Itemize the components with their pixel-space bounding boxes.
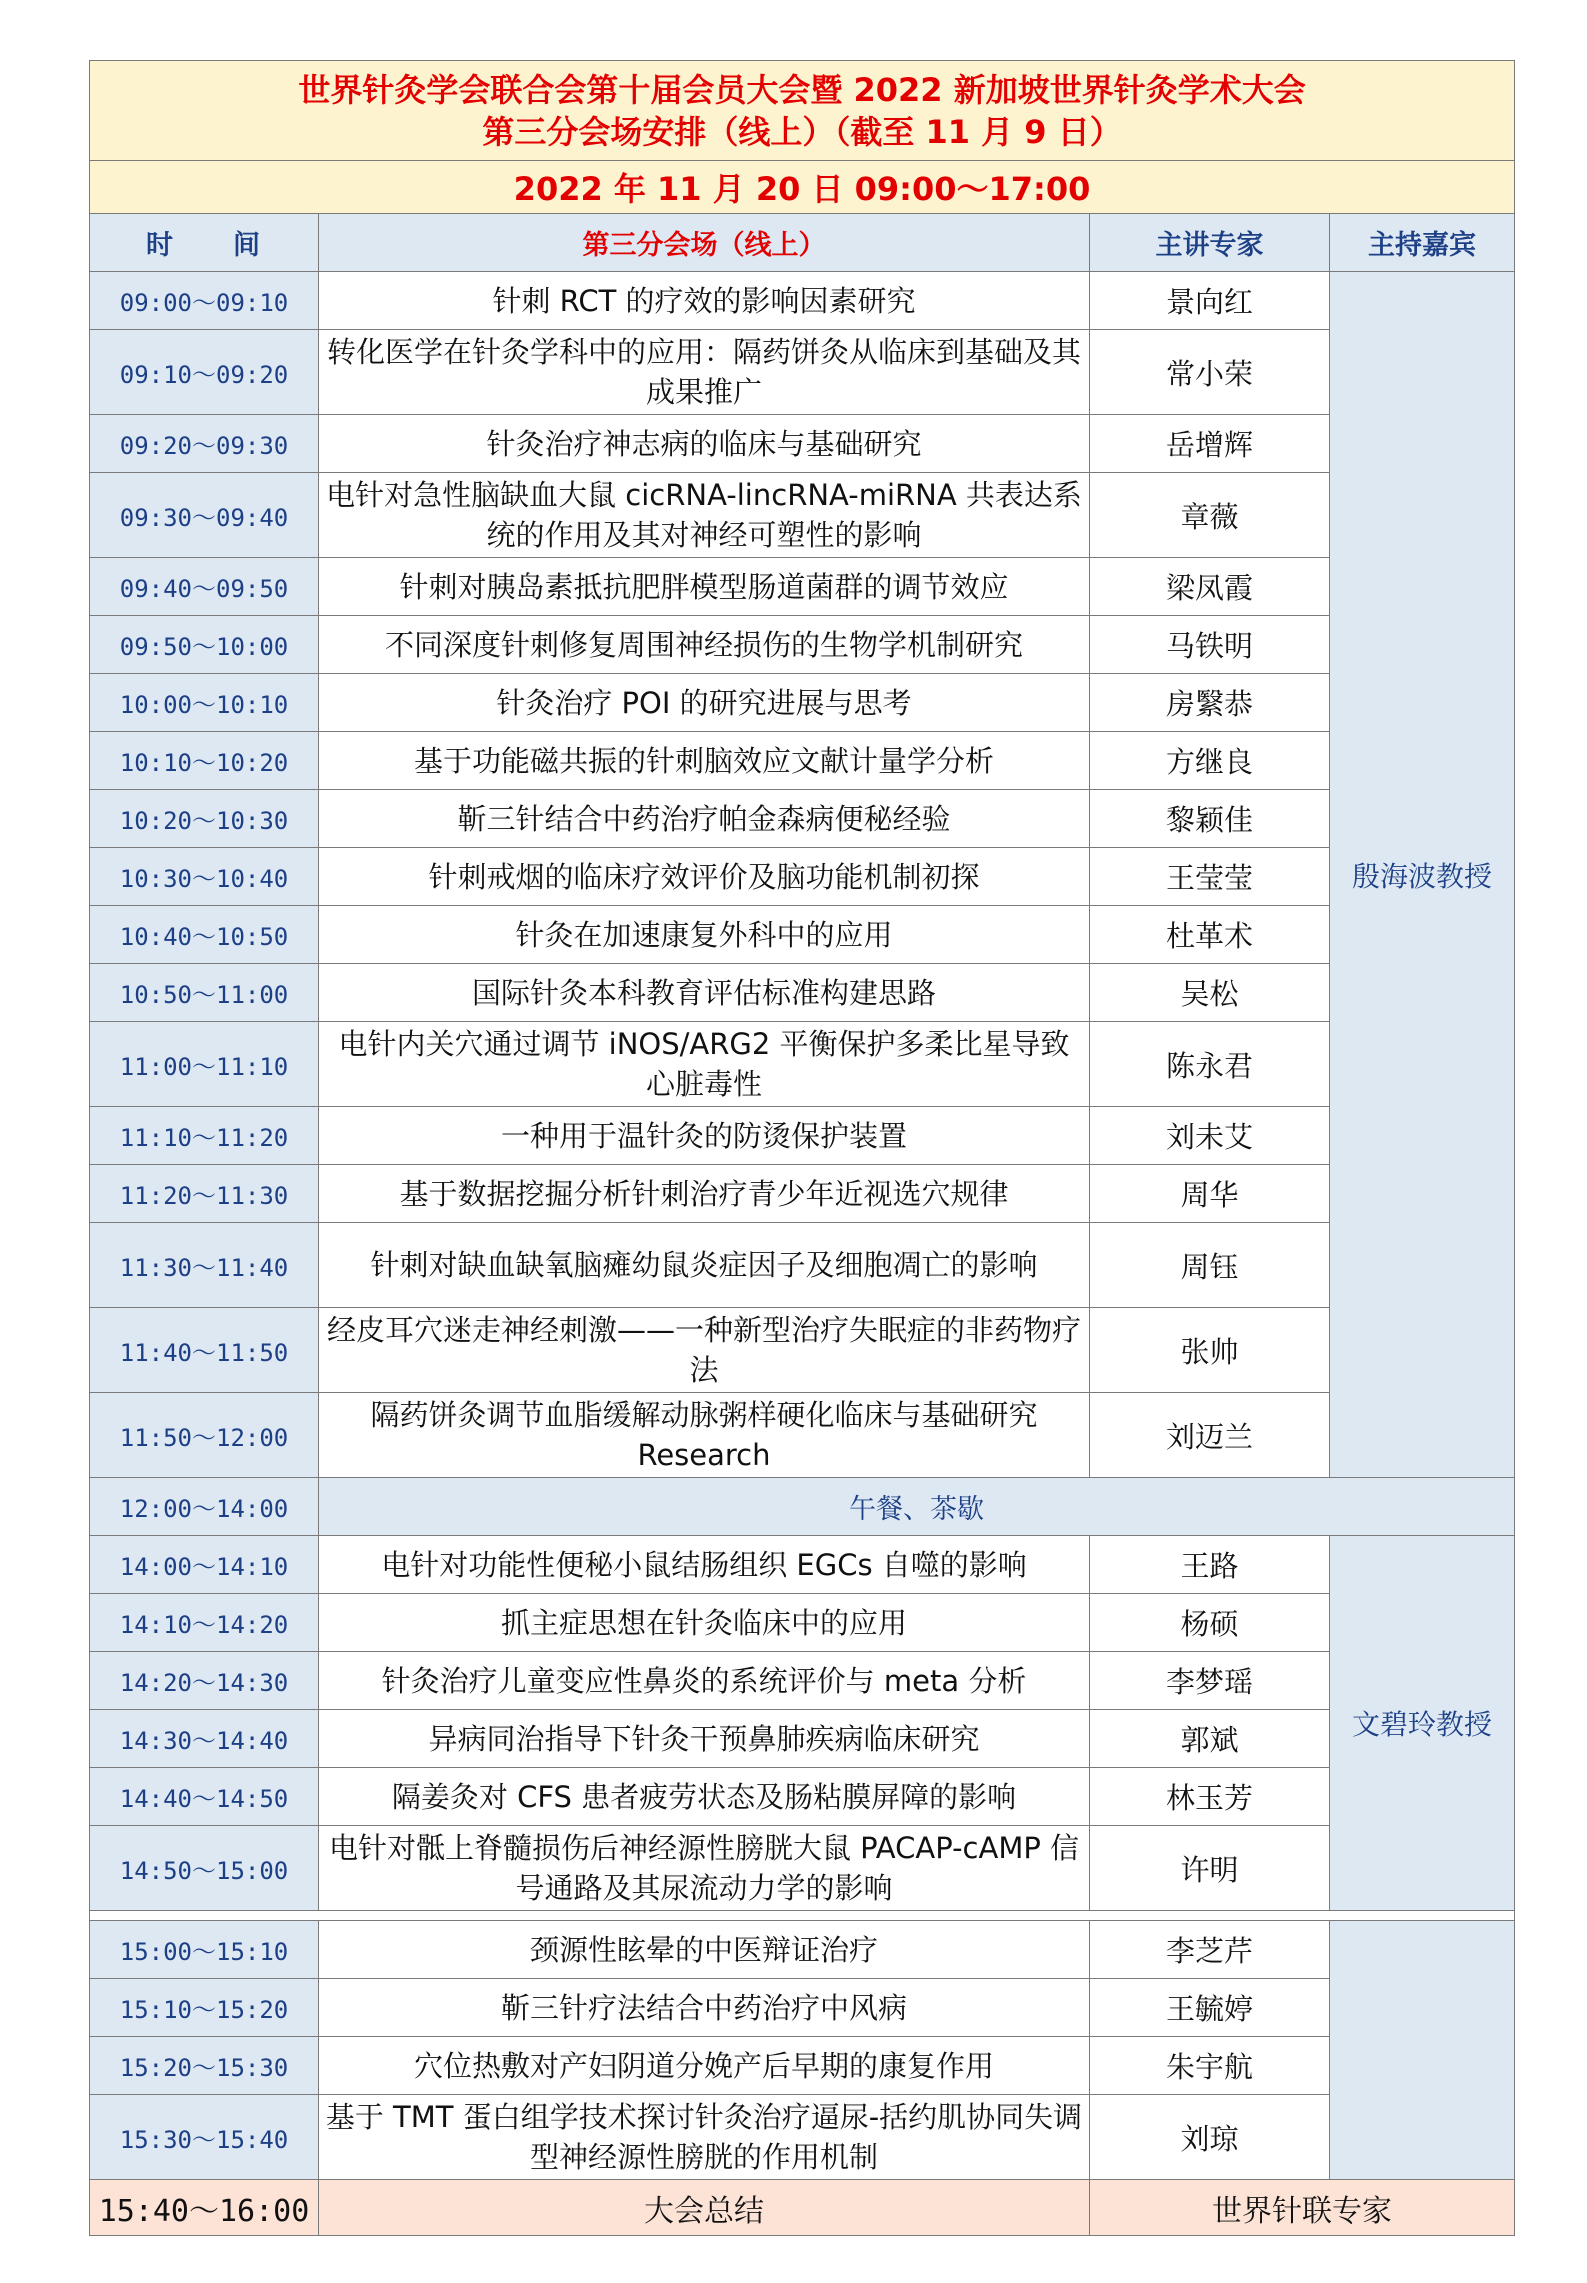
topic-cell: 电针对急性脑缺血大鼠 cicRNA-lincRNA-miRNA 共表达系统的作用及其对神经可塑性的影响 xyxy=(319,473,1090,558)
time-cell: 09:40～09:50 xyxy=(90,558,319,616)
speaker-cell: 陈永君 xyxy=(1090,1022,1330,1107)
table-row xyxy=(90,1652,1515,1710)
host-cell xyxy=(1330,1921,1515,2180)
speaker-cell: 梁凤霞 xyxy=(1090,558,1330,616)
topic-cell: 隔姜灸对 CFS 患者疲劳状态及肠粘膜屏障的影响 xyxy=(319,1768,1090,1826)
section-gap xyxy=(90,1911,1515,1921)
time-cell: 09:30～09:40 xyxy=(90,473,319,558)
topic-cell: 基于数据挖掘分析针刺治疗青少年近视选穴规律 xyxy=(319,1165,1090,1223)
speaker-cell: 周华 xyxy=(1090,1165,1330,1223)
time-cell: 11:20～11:30 xyxy=(90,1165,319,1223)
schedule-table xyxy=(89,60,1515,2236)
time-cell: 11:30～11:40 xyxy=(90,1223,319,1308)
time-cell: 15:30～15:40 xyxy=(90,2095,319,2180)
time-cell: 09:50～10:00 xyxy=(90,616,319,674)
speaker-cell: 林玉芳 xyxy=(1090,1768,1330,1826)
speaker-cell: 房繄恭 xyxy=(1090,674,1330,732)
table-row xyxy=(90,272,1515,330)
speaker-cell: 李芝芹 xyxy=(1090,1921,1330,1979)
host-cell: 文碧玲教授 xyxy=(1330,1536,1515,1911)
table-row xyxy=(90,1826,1515,1911)
title-line-1: 世界针灸学会联合会第十届会员大会暨 2022 新加坡世界针灸学术大会 xyxy=(298,70,1306,109)
time-cell: 09:20～09:30 xyxy=(90,415,319,473)
speaker-cell: 方继良 xyxy=(1090,732,1330,790)
speaker-cell: 王路 xyxy=(1090,1536,1330,1594)
time-cell: 10:10～10:20 xyxy=(90,732,319,790)
table-row xyxy=(90,790,1515,848)
time-cell: 10:40～10:50 xyxy=(90,906,319,964)
column-header-session: 第三分会场（线上） xyxy=(319,214,1090,272)
time-cell: 11:10～11:20 xyxy=(90,1107,319,1165)
speaker-cell: 郭斌 xyxy=(1090,1710,1330,1768)
topic-cell: 基于功能磁共振的针刺脑效应文献计量学分析 xyxy=(319,732,1090,790)
topic-cell: 靳三针疗法结合中药治疗中风病 xyxy=(319,1979,1090,2037)
topic-cell: 针灸治疗神志病的临床与基础研究 xyxy=(319,415,1090,473)
topic-cell: 电针对功能性便秘小鼠结肠组织 EGCs 自噬的影响 xyxy=(319,1536,1090,1594)
time-cell: 14:10～14:20 xyxy=(90,1594,319,1652)
speaker-cell: 张帅 xyxy=(1090,1308,1330,1393)
table-row xyxy=(90,616,1515,674)
topic-cell: 不同深度针刺修复周围神经损伤的生物学机制研究 xyxy=(319,616,1090,674)
topic-cell: 针刺戒烟的临床疗效评价及脑功能机制初探 xyxy=(319,848,1090,906)
speaker-cell: 李梦瑶 xyxy=(1090,1652,1330,1710)
topic-cell: 抓主症思想在针灸临床中的应用 xyxy=(319,1594,1090,1652)
table-row xyxy=(90,2095,1515,2180)
time-cell: 14:30～14:40 xyxy=(90,1710,319,1768)
speaker-cell: 吴松 xyxy=(1090,964,1330,1022)
topic-cell: 针刺对胰岛素抵抗肥胖模型肠道菌群的调节效应 xyxy=(319,558,1090,616)
page-title xyxy=(90,61,1515,161)
time-cell: 15:20～15:30 xyxy=(90,2037,319,2095)
topic-cell: 电针内关穴通过调节 iNOS/ARG2 平衡保护多柔比星导致心脏毒性 xyxy=(319,1022,1090,1107)
speaker-cell: 朱宇航 xyxy=(1090,2037,1330,2095)
time-cell: 14:00～14:10 xyxy=(90,1536,319,1594)
table-row xyxy=(90,848,1515,906)
speaker-cell: 刘琼 xyxy=(1090,2095,1330,2180)
time-cell: 15:00～15:10 xyxy=(90,1921,319,1979)
speaker-cell: 常小荣 xyxy=(1090,330,1330,415)
topic-cell: 基于 TMT 蛋白组学技术探讨针灸治疗逼尿-括约肌协同失调型神经源性膀胱的作用机制 xyxy=(319,2095,1090,2180)
topic-cell: 国际针灸本科教育评估标准构建思路 xyxy=(319,964,1090,1022)
table-row xyxy=(90,1223,1515,1308)
table-row xyxy=(90,1107,1515,1165)
table-row xyxy=(90,1165,1515,1223)
table-row xyxy=(90,558,1515,616)
table-row xyxy=(90,964,1515,1022)
speaker-cell: 周钰 xyxy=(1090,1223,1330,1308)
speaker-cell: 王毓婷 xyxy=(1090,1979,1330,2037)
speaker-cell: 章薇 xyxy=(1090,473,1330,558)
speaker-cell: 景向红 xyxy=(1090,272,1330,330)
speaker-cell: 黎颖佳 xyxy=(1090,790,1330,848)
topic-cell: 隔药饼灸调节血脂缓解动脉粥样硬化临床与基础研究 Research xyxy=(319,1393,1090,1478)
time-cell: 14:50～15:00 xyxy=(90,1826,319,1911)
topic-cell: 异病同治指导下针灸干预鼻肺疾病临床研究 xyxy=(319,1710,1090,1768)
column-header-host: 主持嘉宾 xyxy=(1330,214,1515,272)
topic-cell: 转化医学在针灸学科中的应用：隔药饼灸从临床到基础及其成果推广 xyxy=(319,330,1090,415)
table-row xyxy=(90,1710,1515,1768)
column-header-row xyxy=(90,214,1515,272)
table-row xyxy=(90,1393,1515,1478)
title-line-2: 第三分会场安排（线上）（截至 11 月 9 日） xyxy=(482,112,1122,151)
table-row xyxy=(90,732,1515,790)
topic-cell: 穴位热敷对产妇阴道分娩产后早期的康复作用 xyxy=(319,2037,1090,2095)
column-header-speaker: 主讲专家 xyxy=(1090,214,1330,272)
summary-row xyxy=(90,2180,1515,2236)
table-row xyxy=(90,674,1515,732)
time-cell: 15:40～16:00 xyxy=(90,2180,319,2236)
date-line: 2022 年 11 月 20 日 09:00～17:00 xyxy=(90,161,1515,214)
table-row xyxy=(90,1536,1515,1594)
topic-cell: 颈源性眩晕的中医辩证治疗 xyxy=(319,1921,1090,1979)
time-cell: 09:10～09:20 xyxy=(90,330,319,415)
table-row xyxy=(90,906,1515,964)
speaker-cell: 杜革术 xyxy=(1090,906,1330,964)
topic-cell: 针刺 RCT 的疗效的影响因素研究 xyxy=(319,272,1090,330)
time-cell: 10:00～10:10 xyxy=(90,674,319,732)
topic-cell: 电针对骶上脊髓损伤后神经源性膀胱大鼠 PACAP-cAMP 信号通路及其尿流动力学的影响 xyxy=(319,1826,1090,1911)
time-cell: 11:00～11:10 xyxy=(90,1022,319,1107)
speaker-cell: 岳增辉 xyxy=(1090,415,1330,473)
time-cell: 14:40～14:50 xyxy=(90,1768,319,1826)
table-row xyxy=(90,1308,1515,1393)
speaker-cell: 马铁明 xyxy=(1090,616,1330,674)
table-row xyxy=(90,1768,1515,1826)
table-row xyxy=(90,2037,1515,2095)
speaker-cell: 许明 xyxy=(1090,1826,1330,1911)
time-cell: 14:20～14:30 xyxy=(90,1652,319,1710)
time-cell: 10:50～11:00 xyxy=(90,964,319,1022)
table-row xyxy=(90,473,1515,558)
table-row xyxy=(90,1921,1515,1979)
topic-cell: 一种用于温针灸的防烫保护装置 xyxy=(319,1107,1090,1165)
speaker-cell: 王莹莹 xyxy=(1090,848,1330,906)
date-row xyxy=(90,161,1515,214)
topic-cell: 针灸治疗儿童变应性鼻炎的系统评价与 meta 分析 xyxy=(319,1652,1090,1710)
time-cell: 11:50～12:00 xyxy=(90,1393,319,1478)
time-cell: 15:10～15:20 xyxy=(90,1979,319,2037)
table-row xyxy=(90,1979,1515,2037)
host-cell: 殷海波教授 xyxy=(1330,272,1515,1478)
table-row xyxy=(90,1594,1515,1652)
table-row xyxy=(90,330,1515,415)
topic-cell: 针刺对缺血缺氧脑瘫幼鼠炎症因子及细胞凋亡的影响 xyxy=(319,1223,1090,1308)
lunch-label: 午餐、茶歇 xyxy=(319,1478,1515,1536)
time-cell: 10:20～10:30 xyxy=(90,790,319,848)
column-header-time: 时 间 xyxy=(90,214,319,272)
time-cell: 10:30～10:40 xyxy=(90,848,319,906)
title-row xyxy=(90,61,1515,161)
lunch-row xyxy=(90,1478,1515,1536)
topic-cell: 靳三针结合中药治疗帕金森病便秘经验 xyxy=(319,790,1090,848)
time-cell: 12:00～14:00 xyxy=(90,1478,319,1536)
topic-cell: 针灸治疗 POI 的研究进展与思考 xyxy=(319,674,1090,732)
time-cell: 09:00～09:10 xyxy=(90,272,319,330)
table-row xyxy=(90,415,1515,473)
section-gap-cell xyxy=(90,1911,1515,1921)
summary-speaker: 世界针联专家 xyxy=(1090,2180,1515,2236)
speaker-cell: 杨硕 xyxy=(1090,1594,1330,1652)
speaker-cell: 刘迈兰 xyxy=(1090,1393,1330,1478)
speaker-cell: 刘未艾 xyxy=(1090,1107,1330,1165)
table-row xyxy=(90,1022,1515,1107)
time-cell: 11:40～11:50 xyxy=(90,1308,319,1393)
topic-cell: 针灸在加速康复外科中的应用 xyxy=(319,906,1090,964)
summary-label: 大会总结 xyxy=(319,2180,1090,2236)
topic-cell: 经皮耳穴迷走神经刺激——一种新型治疗失眠症的非药物疗法 xyxy=(319,1308,1090,1393)
